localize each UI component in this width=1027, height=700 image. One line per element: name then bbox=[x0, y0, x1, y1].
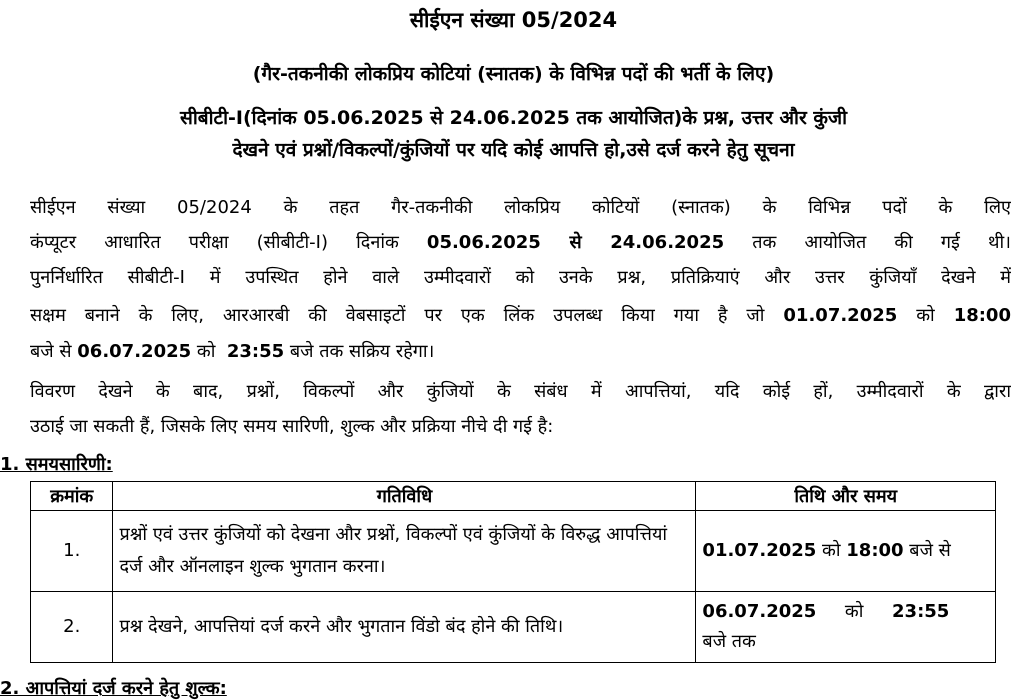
paragraph-text: तक आयोजित की गई थी। bbox=[752, 232, 1011, 253]
paragraph-text: बजे तक सक्रिय रहेगा। bbox=[289, 341, 435, 362]
paragraph-line-7: उठाई जा सकती हैं, जिसके लिए समय सारिणी, शुल्क और प्रक्रिया नीचे दी गई है: bbox=[30, 416, 554, 437]
schedule-table bbox=[30, 481, 996, 663]
row-suffix: बजे से bbox=[909, 540, 951, 561]
column-header-datetime: तिथि और समय bbox=[696, 482, 996, 511]
paragraph-line-4 bbox=[30, 298, 1011, 333]
cell-activity: प्रश्नों एवं उत्तर कुंजियों को देखना और प्रश्नों, विकल्पों एवं कुंजियों के विरुद्ध आपत्तियां दर्ज और ऑनलाइन शुल्क भुगतान करना। bbox=[113, 511, 696, 592]
paragraph-text: कंप्यूटर आधारित परीक्षा (सीबीटी-I) दिनांक bbox=[30, 232, 399, 253]
row-date: 01.07.2025 bbox=[702, 540, 817, 561]
notice-heading-line-2: देखने एवं प्रश्नों/विकल्पों/कुंजियों पर यदि कोई आपत्ति हो,उसे दर्ज करने हेतु सूचना bbox=[232, 139, 795, 161]
link-end-date: 06.07.2025 bbox=[77, 341, 192, 362]
paragraph-line-3: पुनर्निर्धारित सीबीटी-I में उपस्थित होने वाले उम्मीदवारों को उनके प्रश्न, प्रतिक्रियाएं और उत्तर कुंजियाँ देखने में bbox=[30, 267, 1011, 288]
notice-heading-line-1: सीबीटी-I(दिनांक 05.06.2025 से 24.06.2025 तक आयोजित)के प्रश्न, उत्तर और कुंजी bbox=[179, 107, 847, 129]
table-row bbox=[31, 511, 996, 592]
paragraph-text: को bbox=[196, 341, 216, 362]
row-time: 23:55 bbox=[892, 601, 950, 622]
column-header-activity: गतिविधि bbox=[113, 482, 696, 511]
column-header-serial: क्रमांक bbox=[31, 482, 113, 511]
table-header-row bbox=[31, 482, 996, 511]
link-end-time: 23:55 bbox=[226, 341, 285, 362]
document-title: सीईएन संख्या 05/2024 bbox=[409, 8, 618, 32]
row-time: 18:00 bbox=[846, 540, 904, 561]
table-row bbox=[31, 592, 996, 663]
row-mid-text: को bbox=[844, 601, 864, 622]
cell-serial: 1. bbox=[31, 511, 113, 592]
row-date: 06.07.2025 bbox=[702, 601, 817, 622]
row-mid-text: को bbox=[822, 540, 841, 561]
paragraph-line-1: सीईएन संख्या 05/2024 के तहत गैर-तकनीकी लोकप्रिय कोटियों (स्नातक) के विभिन्न पदों के लिए bbox=[30, 197, 1011, 218]
paragraph-text: सक्षम बनाने के लिए, आरआरबी की वेबसाइटों पर एक लिंक उपलब्ध किया गया है जो bbox=[30, 305, 765, 326]
section-heading-fee: 2. आपत्तियां दर्ज करने हेतु शुल्क: bbox=[0, 678, 227, 699]
paragraph-text: बजे से bbox=[30, 341, 72, 362]
paragraph-text: को bbox=[916, 305, 935, 326]
section-heading-schedule: 1. समयसारिणी: bbox=[0, 454, 113, 475]
link-start-time: 18:00 bbox=[953, 305, 1011, 326]
paragraph-line-2 bbox=[30, 225, 1011, 260]
link-start-date: 01.07.2025 bbox=[783, 305, 898, 326]
paragraph-line-6: विवरण देखने के बाद, प्रश्नों, विकल्पों और कुंजियों के संबंध में आपत्तियां, यदि कोई हों, उम्मीदवारों के द्वारा bbox=[30, 381, 1011, 402]
row-suffix: बजे तक bbox=[702, 631, 756, 652]
cell-serial: 2. bbox=[31, 592, 113, 663]
exam-date-range: 05.06.2025 से 24.06.2025 bbox=[426, 232, 725, 253]
cell-datetime bbox=[696, 511, 996, 592]
cell-datetime bbox=[696, 592, 996, 663]
cell-activity: प्रश्न देखने, आपत्तियां दर्ज करने और भुगतान विंडो बंद होने की तिथि। bbox=[113, 592, 696, 663]
paragraph-line-5 bbox=[30, 334, 630, 369]
document-subtitle: (गैर-तकनीकी लोकप्रिय कोटियां (स्नातक) के विभिन्न पदों की भर्ती के लिए) bbox=[252, 63, 775, 85]
